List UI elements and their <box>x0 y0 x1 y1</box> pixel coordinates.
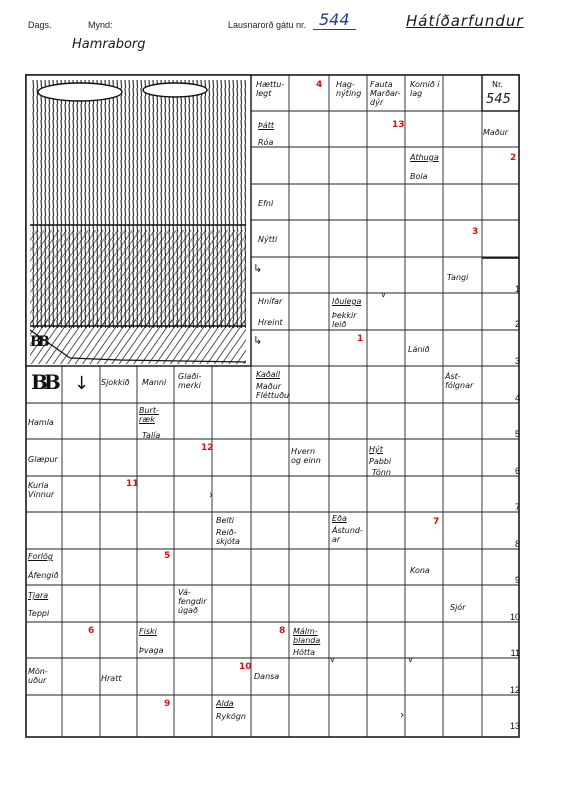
clue-astundar: Ástund- ar <box>332 526 363 544</box>
red-number: 6 <box>88 626 95 636</box>
arrow-down-icon: v <box>381 290 386 299</box>
clue-hratt: Hratt <box>101 674 122 683</box>
nr-value: 545 <box>486 92 511 107</box>
clue-belti: Belti <box>216 516 234 525</box>
red-number: 2 <box>510 153 517 163</box>
bb-marker: BB <box>31 370 57 394</box>
clue-hreint: Hreint <box>258 318 283 327</box>
clue-hyt: Hýt <box>369 445 383 454</box>
red-number: 3 <box>472 227 479 237</box>
row-number: 2 <box>514 319 520 329</box>
row-number: 3 <box>514 356 520 366</box>
row-number: 12 <box>509 685 520 695</box>
row-number: 6 <box>514 466 520 476</box>
clue-athuga: Athuga <box>410 153 439 162</box>
mynd-value: Hamraborg <box>72 37 146 52</box>
row-number: 13 <box>509 721 520 731</box>
clue-talia: Talía <box>142 431 161 440</box>
clue-thekkir-leid: Þekkir leið <box>332 311 357 329</box>
row-number: 7 <box>514 502 520 512</box>
clue-pabbi: Pabbi <box>369 457 392 466</box>
clue-efni: Efni <box>258 199 274 208</box>
clue-hvern-og-einn: Hvern og einn <box>291 447 321 465</box>
clue-tonn: Tónn <box>372 468 391 477</box>
lausnarord-label: Lausnarorð gátu nr. <box>228 20 307 30</box>
clue-kurla-vinnur: Kurla Vinnur <box>28 481 55 499</box>
row-number: 5 <box>514 429 520 439</box>
row-number: 10 <box>509 612 520 622</box>
red-number: 10 <box>239 662 252 672</box>
clue-afengid: Áfengið <box>28 571 59 580</box>
clue-haettu-legt: Hættu- legt <box>256 80 285 98</box>
arrow-right-icon: ↳ <box>253 262 263 275</box>
clue-fiski: Fiski <box>139 627 157 636</box>
clue-madur-flettudu: Maður Fléttuðu <box>256 382 290 400</box>
clue-thatt: Þátt <box>258 121 275 130</box>
clue-glaepur: Glæpur <box>28 455 58 464</box>
clue-manni: Manni <box>142 378 167 387</box>
clue-hamla: Hamla <box>28 418 54 427</box>
arrow-down-icon: v <box>408 655 413 664</box>
red-number: 9 <box>164 699 171 709</box>
clue-thvaga: Þvaga <box>139 646 164 655</box>
row-number: 4 <box>514 393 520 403</box>
clue-tjara: Tjara <box>28 591 49 600</box>
nr-label: Nr. <box>492 80 504 89</box>
bb-marker-small: BB <box>30 334 46 350</box>
down-arrow-icon: ↓ <box>74 373 90 394</box>
clue-monudur: Mön- uður <box>28 667 48 685</box>
row-number: 1 <box>514 284 520 294</box>
arrow-down-icon: v <box>330 655 335 664</box>
clue-reid-skjota: Reið- skjóta <box>216 528 240 546</box>
row-number: 8 <box>514 539 520 549</box>
clue-malmblanda: Málm- blanda <box>293 627 321 645</box>
clue-sjor: Sjór <box>450 603 466 612</box>
clue-burtrak: Burt- ræk <box>139 406 159 424</box>
clue-roa: Róa <box>258 138 274 147</box>
clue-sjokkid: Sjokkið <box>101 378 130 387</box>
theme-title: Hátíðarfundur <box>406 12 524 30</box>
clue-lanid: Lánið <box>408 345 430 354</box>
clue-fauta: Fauta Marðar- dýr <box>370 80 401 107</box>
clue-hotta: Hötta <box>293 648 316 657</box>
lausnarord-value: 544 <box>313 10 356 30</box>
clue-teppi: Teppi <box>28 609 50 618</box>
clue-rykogn: Rykögn <box>216 712 246 721</box>
red-number: 7 <box>433 517 440 527</box>
clue-tangi: Tangi <box>447 273 469 282</box>
arrow-right-icon: › <box>400 708 405 721</box>
row-number: 11 <box>510 648 520 658</box>
red-number: 4 <box>316 80 323 90</box>
clue-kadall: Kaðall <box>256 370 281 379</box>
clue-madur: Maður <box>483 128 509 137</box>
clue-alda: Alda <box>216 699 234 708</box>
clue-bola: Bola <box>410 172 428 181</box>
clue-kona: Kona <box>410 566 430 575</box>
picture-sketch <box>26 75 251 366</box>
clue-nytti: Nýtti <box>258 235 278 244</box>
red-number: 11 <box>126 479 139 489</box>
red-number: 12 <box>201 443 214 453</box>
red-number: 8 <box>279 626 286 636</box>
clue-vafengdir-ugad: Vá- fengdir úgað <box>178 588 207 615</box>
clue-hagnyting: Hag- nýting <box>336 80 362 98</box>
clue-komid-i-lag: Komið í lag <box>410 80 440 98</box>
clue-gladi-merki: Glaði- merki <box>178 372 202 390</box>
mynd-label: Mynd: <box>88 20 113 30</box>
red-number: 5 <box>164 551 171 561</box>
dags-label: Dags. <box>28 20 52 30</box>
clue-dansa: Dansa <box>254 672 280 681</box>
arrow-right-icon: ↳ <box>253 334 263 347</box>
clue-forlog: Forlög <box>28 552 53 561</box>
red-number: 1 <box>357 334 364 344</box>
clue-hnifar: Hnífar <box>258 297 283 306</box>
row-number: 9 <box>514 575 520 585</box>
clue-eda: Eða <box>332 514 347 523</box>
clue-astfolgnar: Ást- fólgnar <box>445 372 474 390</box>
arrow-right-icon: › <box>209 488 214 501</box>
clue-idulega: Iðulega <box>332 297 362 306</box>
red-number: 13 <box>392 120 405 130</box>
